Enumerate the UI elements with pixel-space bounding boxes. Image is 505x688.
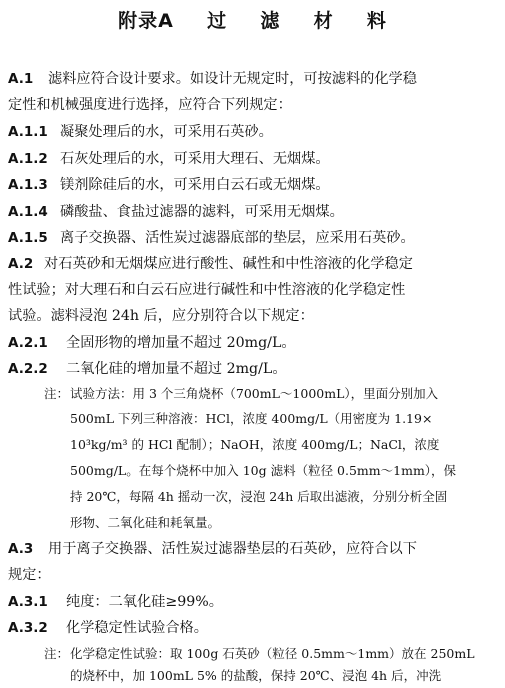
clause-a1 [8,70,417,88]
clause-a3-continuation [8,566,51,584]
clause-number: A.1 [8,71,34,87]
clause-number: A.1.5 [8,230,48,246]
clause-number: A.2.1 [8,335,48,351]
clause-text: 石灰处理后的水，可采用大理石、无烟煤。 [60,151,330,167]
clause-a1-4 [8,203,344,221]
clause-text: 定性和机械强度进行选择，应符合下列规定： [8,97,292,113]
note-text: 的烧杯中，加 100mL 5% 的盐酸，保持 20℃、浸泡 4h 后，冲洗 [70,668,442,683]
clause-a1-continuation [8,96,292,114]
note-text: 试验方法：用 3 个三角烧杯（700mL～1000mL），里面分别加入 [70,386,439,401]
clause-text: 纯度：二氧化硅≥99%。 [66,594,223,610]
clause-a2-2 [8,360,287,378]
clause-a1-5 [8,229,415,247]
note-test-method [44,385,438,403]
note-line [70,410,432,428]
note-line [70,514,220,532]
note-text: 500mg/L。在每个烧杯中加入 10g 滤料（粒径 0.5mm～1mm），保 [70,463,457,478]
clause-a2-continuation [8,307,314,325]
clause-number: A.1.2 [8,151,48,167]
clause-number: A.3.1 [8,594,48,610]
clause-number: A.1.3 [8,177,48,193]
clause-text: 凝聚处理后的水，可采用石英砂。 [60,124,273,140]
note-text: 形物、二氧化硅和耗氧量。 [70,515,221,530]
clause-a2-1 [8,334,296,352]
clause-a3-2 [8,619,208,637]
note-label: 注： [44,646,70,661]
note-chemical-stability [44,645,475,663]
clause-text: 化学稳定性试验合格。 [66,620,208,636]
clause-a3-1 [8,593,223,611]
note-text: 化学稳定性试验：取 100g 石英砂（粒径 0.5mm～1mm）放在 250mL [70,646,475,661]
clause-a2 [8,255,413,273]
clause-number: A.3.2 [8,620,48,636]
clause-number: A.3 [8,541,34,557]
appendix-label: 附录A [118,10,174,32]
clause-text: 二氧化硅的增加量不超过 2mg/L。 [66,361,287,377]
clause-text: 对石英砂和无烟煤应进行酸性、碱性和中性溶液的化学稳定 [44,256,413,272]
clause-text: 镁剂除硅后的水，可采用白云石或无烟煤。 [60,177,330,193]
clause-number: A.1.1 [8,124,48,140]
clause-a2-continuation [8,281,405,299]
clause-text: 磷酸盐、食盐过滤器的滤料，可采用无烟煤。 [60,204,344,220]
note-line [70,462,456,480]
clause-text: 离子交换器、活性炭过滤器底部的垫层，应采用石英砂。 [60,230,415,246]
clause-text: 滤料应符合设计要求。如设计无规定时，可按滤料的化学稳 [48,71,417,87]
clause-a1-3 [8,176,330,194]
clause-a1-1 [8,123,273,141]
note-label: 注： [44,386,70,401]
clause-number: A.1.4 [8,204,48,220]
clause-text: 性试验；对大理石和白云石应进行碱性和中性溶液的化学稳定性 [8,282,406,298]
title-word: 材 [313,10,334,32]
clause-a1-2 [8,150,330,168]
appendix-title [0,6,505,33]
note-text: 持 20℃，每隔 4h 摇动一次，浸泡 24h 后取出滤液，分别分析全固 [70,489,448,504]
note-line [70,436,439,454]
note-text: 500mL 下列三种溶液：HCl，浓度 400mg/L（用密度为 1.19× [70,411,433,426]
title-word: 滤 [260,10,281,32]
note-line [70,488,447,506]
clause-number: A.2 [8,256,34,272]
clause-text: 规定： [8,567,51,583]
title-word: 过 [207,10,228,32]
clause-text: 试验。滤料浸泡 24h 后，应分别符合以下规定： [8,308,314,324]
note-line [70,667,441,685]
clause-text: 用于离子交换器、活性炭过滤器垫层的石英砂，应符合以下 [48,541,417,557]
clause-text: 全固形物的增加量不超过 20mg/L。 [66,335,296,351]
clause-a3 [8,540,417,558]
clause-number: A.2.2 [8,361,48,377]
note-text: 10³kg/m³ 的 HCl 配制）；NaOH，浓度 400mg/L；NaCl，浓度 [70,437,440,452]
title-word: 料 [366,10,387,32]
